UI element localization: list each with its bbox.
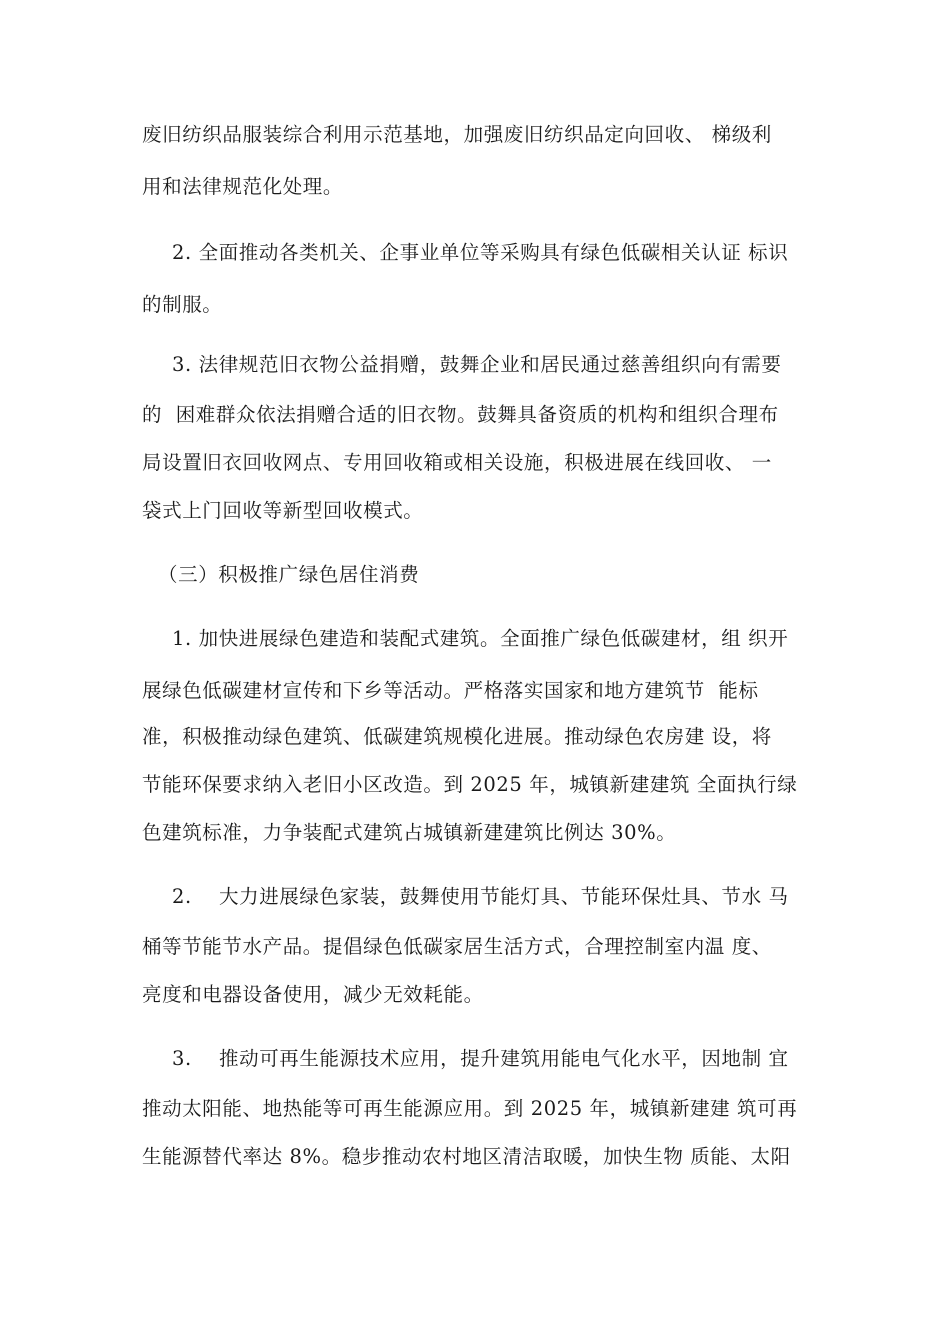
text-line: 节能环保要求纳入老旧小区改造。到 2025 年，城镇新建建筑 全面执行绿 — [142, 773, 798, 796]
text-line: 2. 全面推动各类机关、企事业单位等采购具有绿色低碳相关认证 标识 — [172, 241, 789, 264]
text-line: 生能源替代率达 8%。稳步推动农村地区清洁取暖，加快生物 质能、太阳 — [142, 1145, 791, 1168]
text-line: 2. 大力进展绿色家装，鼓舞使用节能灯具、节能环保灶具、节水 马 — [172, 885, 789, 908]
text-line: 3. 法律规范旧衣物公益捐赠，鼓舞企业和居民通过慈善组织向有需要 — [172, 353, 782, 376]
text-line: 桶等节能节水产品。提倡绿色低碳家居生活方式，合理控制室内温 度、 — [142, 935, 772, 958]
text-line: 用和法律规范化处理。 — [142, 175, 344, 198]
text-line: 推动太阳能、地热能等可再生能源应用。到 2025 年，城镇新建建 筑可再 — [142, 1097, 798, 1120]
text-line: 的 困难群众依法捐赠合适的旧衣物。鼓舞具备资质的机构和组织合理布 — [142, 403, 779, 426]
text-line: 废旧纺织品服装综合利用示范基地，加强废旧纺织品定向回收、 梯级利 — [142, 123, 772, 146]
text-line: 3. 推动可再生能源技术应用，提升建筑用能电气化水平，因地制 宜 — [172, 1047, 789, 1070]
text-line: 局设置旧衣回收网点、专用回收箱或相关设施，积极进展在线回收、 一 — [142, 451, 772, 474]
section-heading: （三）积极推广绿色居住消费 — [158, 563, 420, 586]
text-line: 准，积极推动绿色建筑、低碳建筑规模化进展。推动绿色农房建 设，将 — [142, 725, 772, 748]
text-line: 的制服。 — [142, 293, 223, 316]
text-line: 亮度和电器设备使用，减少无效耗能。 — [142, 983, 484, 1006]
text-line: 袋式上门回收等新型回收模式。 — [142, 499, 424, 522]
text-line: 1. 加快进展绿色建造和装配式建筑。全面推广绿色低碳建材，组 织开 — [172, 627, 789, 650]
text-line: 色建筑标准，力争装配式建筑占城镇新建建筑比例达 30%。 — [142, 821, 677, 844]
text-line: 展绿色低碳建材宣传和下乡等活动。严格落实国家和地方建筑节 能标 — [142, 679, 759, 702]
